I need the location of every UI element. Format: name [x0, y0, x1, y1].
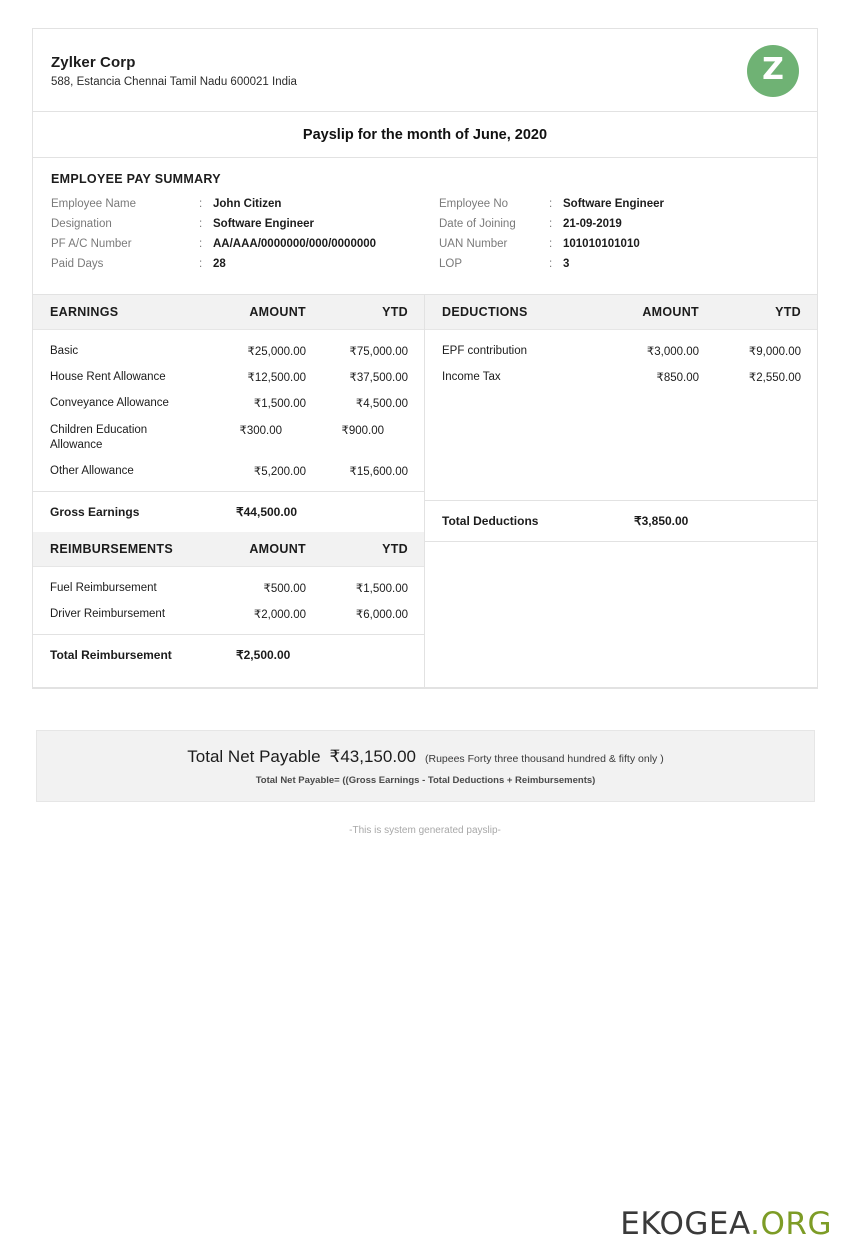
earnings-column [33, 295, 425, 687]
detail-colon: : [549, 238, 553, 250]
pay-tables [33, 295, 817, 688]
detail-label: LOP [439, 258, 463, 270]
detail-value: Software Engineer [213, 218, 314, 230]
detail-value: 3 [563, 258, 570, 270]
reimbursements-header-ytd: YTD [382, 542, 408, 557]
row-amount: ₹1,500.00 [253, 398, 306, 411]
total-deductions-label: Total Deductions [442, 514, 539, 528]
row-ytd: ₹75,000.00 [349, 346, 408, 358]
row-name: Other Allowance [50, 464, 134, 477]
table-row [50, 464, 408, 479]
row-amount: ₹500.00 [263, 583, 306, 596]
row-ytd: ₹6,000.00 [355, 609, 408, 622]
detail-colon: : [199, 258, 203, 270]
reimbursements-table-body [33, 567, 424, 634]
detail-colon: : [199, 198, 203, 210]
employee-details-left [51, 198, 425, 278]
page-title: Payslip for the month of June, 2020 [302, 127, 548, 143]
detail-colon: : [549, 258, 553, 270]
company-info [51, 54, 297, 88]
site-watermark [620, 1206, 832, 1242]
employee-detail-row [51, 258, 425, 270]
row-ytd: ₹9,000.00 [748, 346, 801, 358]
total-reimbursement-amount: ₹2,500.00 [236, 648, 291, 663]
detail-label: UAN Number [439, 238, 508, 250]
employee-detail-columns [51, 198, 799, 278]
company-header [33, 29, 817, 112]
detail-colon: : [549, 218, 553, 230]
company-logo-icon [747, 45, 799, 97]
net-payable-words: (Rupees Forty three thousand hundred & fifty only ) [424, 753, 664, 765]
table-row [442, 370, 801, 385]
detail-label: Designation [51, 218, 112, 230]
table-row [50, 370, 408, 385]
company-name: Zylker Corp [51, 54, 136, 71]
deductions-column [425, 295, 817, 687]
detail-value: AA/AAA/0000000/000/0000000 [213, 238, 377, 250]
deductions-header-amount: AMOUNT [642, 305, 699, 319]
deductions-header-ytd: YTD [775, 305, 801, 319]
row-amount: ₹5,200.00 [253, 465, 306, 478]
row-ytd: ₹37,500.00 [349, 372, 408, 385]
row-name: House Rent Allowance [50, 371, 166, 384]
detail-colon: : [199, 218, 203, 230]
employee-pay-summary-heading: EMPLOYEE PAY SUMMARY [51, 172, 221, 186]
earnings-header-ytd: YTD [382, 305, 408, 319]
row-amount: ₹3,000.00 [646, 346, 699, 358]
watermark-name: EKOGEA [620, 1206, 751, 1242]
row-name: Income Tax [442, 371, 501, 384]
row-amount: ₹300.00 [239, 424, 282, 437]
detail-value: 101010101010 [563, 238, 640, 250]
gross-earnings-label: Gross Earnings [50, 505, 140, 520]
table-row [50, 423, 408, 453]
detail-label: Employee Name [51, 198, 137, 210]
table-row [50, 607, 408, 622]
row-name: Basic [50, 345, 79, 357]
detail-value: Software Engineer [563, 198, 664, 210]
deductions-table-body [425, 330, 817, 500]
reimbursements-header-amount: AMOUNT [249, 542, 306, 557]
footer-note: -This is system generated payslip- [349, 825, 501, 836]
table-row [50, 581, 408, 596]
employee-detail-row [51, 238, 425, 250]
employee-detail-row [439, 198, 799, 210]
detail-label: Date of Joining [439, 218, 516, 230]
detail-label: PF A/C Number [51, 238, 132, 250]
net-payable-line [37, 747, 814, 767]
row-name: Conveyance Allowance [50, 397, 169, 410]
deductions-filler [425, 541, 817, 687]
row-ytd: ₹4,500.00 [355, 398, 408, 411]
earnings-header-amount: AMOUNT [249, 305, 306, 319]
net-payable-formula: Total Net Payable= ((Gross Earnings - Total Deductions + Reimbursements) [255, 775, 596, 786]
row-name: Children Education Allowance [50, 423, 148, 451]
row-name: Driver Reimbursement [50, 608, 166, 621]
earnings-table-header [33, 295, 424, 330]
detail-value: John Citizen [213, 198, 282, 210]
detail-value: 28 [213, 258, 226, 270]
earnings-header-name: EARNINGS [50, 305, 119, 319]
logo-letter: Z [762, 52, 784, 87]
reimbursements-table-header [33, 532, 424, 567]
detail-colon: : [199, 238, 203, 250]
row-name: Fuel Reimbursement [50, 582, 157, 595]
total-reimbursement-label: Total Reimbursement [50, 648, 172, 663]
payslip-document [32, 28, 818, 689]
row-ytd: ₹1,500.00 [355, 583, 408, 596]
deductions-header-name: DEDUCTIONS [442, 305, 528, 319]
row-amount: ₹12,500.00 [247, 372, 306, 385]
net-payable-amount: ₹43,150.00 [329, 747, 416, 766]
table-row [442, 344, 801, 359]
employee-detail-row [51, 198, 425, 210]
employee-detail-row [51, 218, 425, 230]
row-amount: ₹25,000.00 [247, 346, 306, 358]
employee-detail-row [439, 258, 799, 270]
row-amount: ₹850.00 [656, 372, 699, 385]
earnings-table-body [33, 330, 424, 491]
row-ytd: ₹15,600.00 [349, 465, 408, 478]
total-deductions-row [425, 500, 817, 541]
watermark-tld: .ORG [750, 1206, 832, 1242]
row-ytd: ₹900.00 [341, 424, 384, 437]
total-deductions-amount: ₹3,850.00 [634, 514, 689, 528]
detail-label: Paid Days [51, 258, 104, 270]
row-name: EPF contribution [442, 345, 528, 357]
employee-pay-summary [33, 158, 817, 295]
total-reimbursement-row [33, 634, 424, 675]
row-ytd: ₹2,550.00 [748, 372, 801, 385]
deductions-table-header [425, 295, 817, 330]
payslip-title-bar [33, 112, 817, 158]
net-payable-block [36, 730, 815, 802]
gross-earnings-amount: ₹44,500.00 [236, 505, 298, 520]
company-address: 588, Estancia Chennai Tamil Nadu 600021 India [51, 76, 297, 88]
table-row [50, 344, 408, 359]
employee-details-right [425, 198, 799, 278]
detail-colon: : [549, 198, 553, 210]
employee-detail-row [439, 218, 799, 230]
row-amount: ₹2,000.00 [253, 609, 306, 622]
detail-label: Employee No [439, 198, 509, 210]
reimbursements-header-name: REIMBURSEMENTS [50, 542, 173, 557]
table-row [50, 396, 408, 411]
employee-detail-row [439, 238, 799, 250]
gross-earnings-row [33, 491, 424, 532]
detail-value: 21-09-2019 [563, 218, 622, 230]
net-payable-label: Total Net Payable [187, 747, 321, 766]
